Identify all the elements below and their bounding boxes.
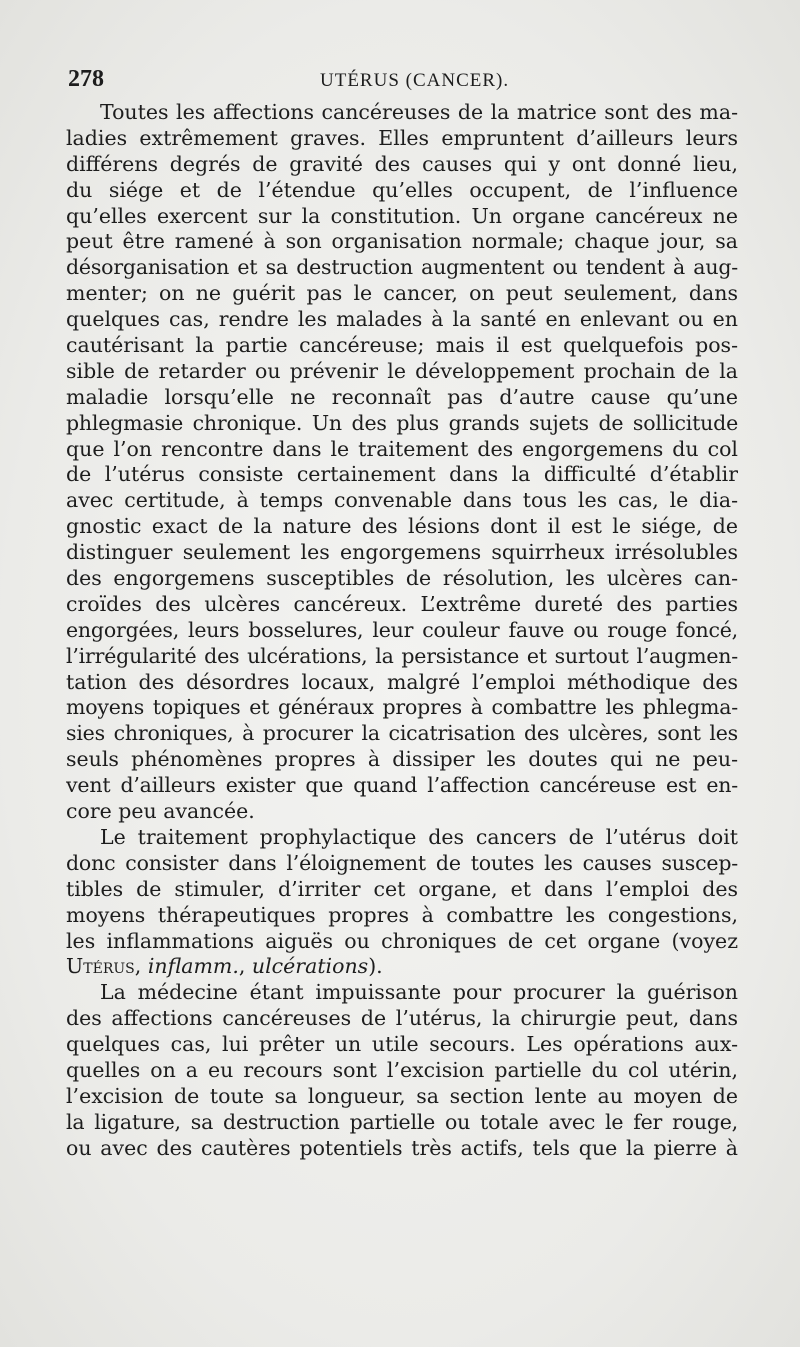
text-line: des engorgemens susceptibles de résolution, les ulcères can- bbox=[66, 566, 738, 591]
cross-ref-separator: , bbox=[238, 954, 252, 979]
page-header bbox=[68, 66, 738, 100]
text-line: vent d’ailleurs exister que quand l’affection cancéreuse est en- bbox=[66, 773, 738, 798]
text-line: quelles on a eu recours sont l’excision partielle du col utérin, bbox=[66, 1057, 738, 1082]
text-line: que l’on rencontre dans le traitement des engorgemens du col bbox=[66, 436, 738, 461]
text-line: moyens thérapeutiques propres à combattre les congestions, bbox=[66, 902, 738, 927]
text-line: Toutes les affections cancéreuses de la matrice sont des ma- bbox=[100, 100, 738, 124]
text-line: core peu avancée. bbox=[66, 799, 255, 824]
paragraph-2 bbox=[66, 825, 738, 980]
cross-ref-word: Utérus bbox=[66, 954, 135, 979]
text-line: maladie lorsqu’elle ne reconnaît pas d’autre cause qu’une bbox=[66, 384, 738, 409]
text-line: sies chroniques, à procurer la cicatrisation des ulcères, sont les bbox=[66, 721, 738, 746]
text-line: la ligature, sa destruction partielle ou totale avec le fer rouge, bbox=[66, 1109, 738, 1134]
cross-reference-line bbox=[66, 954, 738, 980]
paragraph-3 bbox=[66, 980, 738, 1161]
text-line: désorganisation et sa destruction augmentent ou tendent à aug- bbox=[66, 255, 738, 280]
text-line: croïdes des ulcères cancéreux. L’extrême dureté des parties bbox=[66, 591, 738, 616]
text-line: gnostic exact de la nature des lésions dont il est le siége, de bbox=[66, 514, 738, 539]
text-line: tibles de stimuler, d’irriter cet organe, et dans l’emploi des bbox=[66, 876, 738, 901]
text-line: qu’elles exercent sur la constitution. Un organe cancéreux ne bbox=[66, 203, 738, 228]
text-line: l’irrégularité des ulcérations, la persistance et surtout l’augmen- bbox=[66, 643, 738, 668]
body-text bbox=[66, 100, 738, 1162]
text-line: ladies extrêmement graves. Elles empruntent d’ailleurs leurs bbox=[66, 125, 738, 150]
running-head: UTÉRUS (CANCER). bbox=[320, 70, 510, 91]
text-line: peut être ramené à son organisation normale; chaque jour, sa bbox=[66, 229, 738, 254]
page-number: 278 bbox=[68, 66, 104, 92]
text-line: des affections cancéreuses de l’utérus, la chirurgie peut, dans bbox=[66, 1006, 738, 1031]
text-line: sible de retarder ou prévenir le développement prochain de la bbox=[66, 358, 738, 383]
cross-ref-inflammation: inflamm. bbox=[147, 954, 239, 979]
cross-ref-ulcerations: ulcérations bbox=[251, 954, 369, 979]
text-line: engorgées, leurs bosselures, leur couleur fauve ou rouge foncé, bbox=[66, 617, 738, 642]
text-line: phlegmasie chronique. Un des plus grands sujets de sollicitude bbox=[66, 410, 738, 435]
text-line: seuls phénomènes propres à dissiper les doutes qui ne peu- bbox=[66, 747, 738, 772]
text-line: moyens topiques et généraux propres à combattre les phlegma- bbox=[66, 695, 738, 720]
paragraph-1 bbox=[66, 100, 738, 825]
text-line: l’excision de toute sa longueur, sa section lente au moyen de bbox=[66, 1083, 738, 1108]
text-line: donc consister dans l’éloignement de toutes les causes suscep- bbox=[66, 850, 738, 875]
cross-ref-close: ). bbox=[368, 954, 383, 979]
text-line: avec certitude, à temps convenable dans tous les cas, le dia- bbox=[66, 488, 738, 513]
text-line: de l’utérus consiste certainement dans la difficulté d’établir bbox=[66, 462, 738, 487]
text-line: La médecine étant impuissante pour procurer la guérison bbox=[100, 980, 738, 1005]
text-line: cautérisant la partie cancéreuse; mais il est quelquefois pos- bbox=[66, 333, 738, 358]
text-line: quelques cas, lui prêter un utile secours. Les opérations aux- bbox=[66, 1032, 738, 1057]
text-line: quelques cas, rendre les malades à la santé en enlevant ou en bbox=[66, 307, 738, 332]
text-line: tation des désordres locaux, malgré l’emploi méthodique des bbox=[66, 669, 738, 694]
cross-ref-separator: , bbox=[134, 954, 148, 979]
text-line: différens degrés de gravité des causes qui y ont donné lieu, bbox=[66, 151, 738, 176]
text-line: ou avec des cautères potentiels très actifs, tels que la pierre à bbox=[66, 1135, 738, 1160]
text-line: Le traitement prophylactique des cancers de l’utérus doit bbox=[100, 824, 738, 849]
text-line: menter; on ne guérit pas le cancer, on peut seulement, dans bbox=[66, 281, 738, 306]
text-line: distinguer seulement les engorgemens squirrheux irrésolubles bbox=[66, 540, 738, 565]
text-line: les inflammations aiguës ou chroniques de cet organe (voyez bbox=[66, 928, 738, 953]
text-line: du siége et de l’étendue qu’elles occupent, de l’influence bbox=[66, 177, 738, 202]
